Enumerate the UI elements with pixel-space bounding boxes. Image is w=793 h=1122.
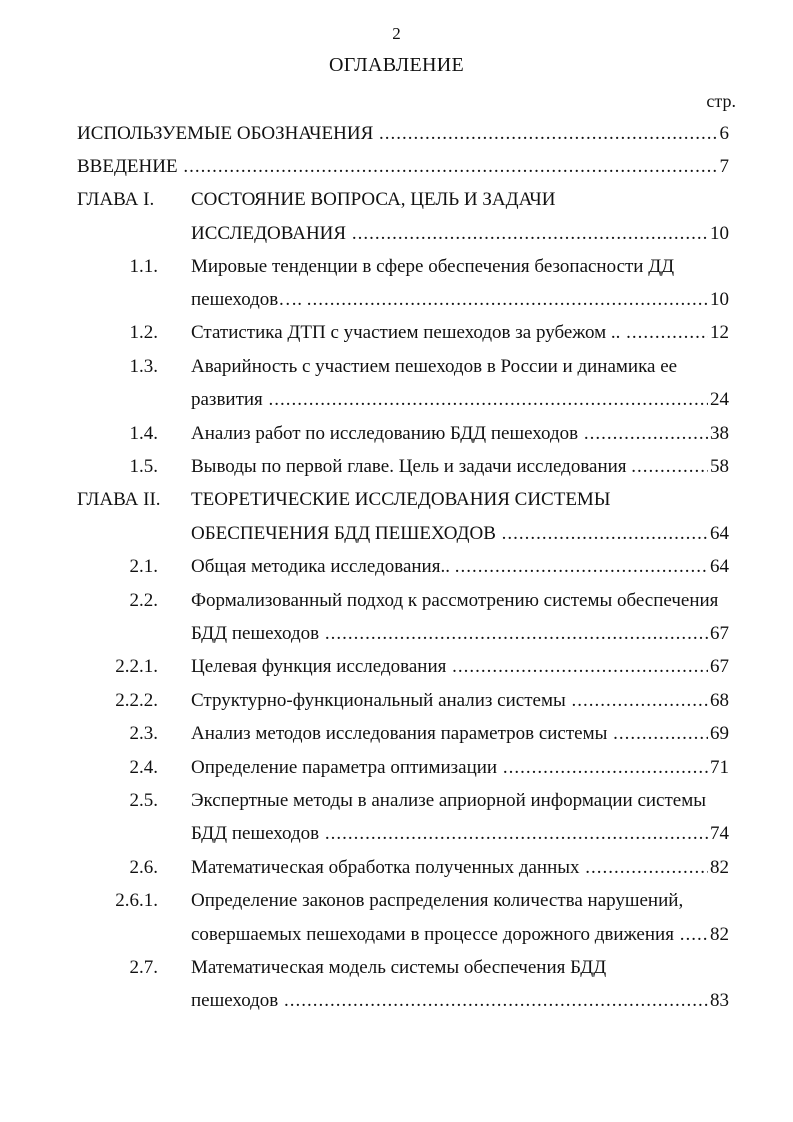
toc-entry-number: 2.7. — [129, 957, 158, 978]
toc-entry-number: ГЛАВА II. — [77, 489, 161, 510]
toc-entry-text: развития ..... — [191, 385, 729, 415]
toc-entry-number: 2.6. — [129, 857, 158, 878]
toc-line — [0, 385, 793, 415]
toc-entry-number: 2.6.1. — [115, 890, 158, 911]
toc-entry-page: 12 — [708, 318, 729, 348]
toc-line — [0, 485, 793, 515]
toc-line — [0, 552, 793, 582]
toc-entry-page: 58 — [708, 452, 729, 482]
toc-entry-number: 2.3. — [129, 723, 158, 744]
toc-entry-page: 7 — [718, 152, 730, 182]
toc-entry-text: Мировые тенденции в сфере обеспечения безопасности ДД — [191, 256, 675, 277]
toc-entry-text: Структурно-функциональный анализ системы ..... — [191, 686, 729, 716]
toc-entry-text: Анализ работ по исследованию БДД пешеходов ..... — [191, 419, 729, 449]
toc-entry-number: 1.3. — [129, 356, 158, 377]
toc-entry-number: 2.5. — [129, 790, 158, 811]
toc-entry-page: 83 — [708, 986, 729, 1016]
toc-entry-number: 1.4. — [129, 423, 158, 444]
toc-line — [0, 953, 793, 983]
toc-line — [0, 419, 793, 449]
toc-line — [0, 318, 793, 348]
toc-entry-text: Определение параметра оптимизации ..... — [191, 753, 729, 783]
toc-entry-page: 71 — [708, 753, 729, 783]
toc-entry-page: 64 — [708, 519, 729, 549]
toc-line — [0, 619, 793, 649]
toc-entry-number: 1.5. — [129, 456, 158, 477]
toc-entry-number: 1.1. — [129, 256, 158, 277]
toc-entry-page: 10 — [708, 219, 729, 249]
toc-entry-text: Анализ методов исследования параметров системы ..... — [191, 719, 729, 749]
toc-line — [0, 786, 793, 816]
toc-line — [0, 920, 793, 950]
toc-entry-page: 82 — [708, 920, 729, 950]
toc-line — [0, 185, 793, 215]
toc-line — [0, 285, 793, 315]
toc-entry-page: 67 — [708, 619, 729, 649]
toc-entry-number: ГЛАВА I. — [77, 189, 155, 210]
toc-line — [0, 452, 793, 482]
toc-entry-text: ТЕОРЕТИЧЕСКИЕ ИССЛЕДОВАНИЯ СИСТЕМЫ — [191, 489, 611, 510]
toc-line — [0, 519, 793, 549]
toc-line — [0, 586, 793, 616]
toc-entry-number: 1.2. — [129, 322, 158, 343]
page-column-label: стр. — [706, 91, 736, 111]
toc-entry-text: Аварийность с участием пешеходов в России и динамика ее — [191, 356, 678, 377]
toc-entry-text: ИСПОЛЬЗУЕМЫЕ ОБОЗНАЧЕНИЯ ..... — [77, 119, 729, 149]
toc-entry-page: 24 — [708, 385, 729, 415]
toc-line — [0, 219, 793, 249]
toc-entry-text: совершаемых пешеходами в процессе дорожного движения ..... — [191, 920, 729, 950]
toc-line — [0, 753, 793, 783]
toc-entry-text: СОСТОЯНИЕ ВОПРОСА, ЦЕЛЬ И ЗАДАЧИ — [191, 189, 556, 210]
toc-entry-number: 2.2.1. — [115, 656, 158, 677]
toc-entry-page: 82 — [708, 853, 729, 883]
toc-entry-text: пешеходов…. ..... — [191, 285, 729, 315]
toc-entry-text: Статистика ДТП с участием пешеходов за рубежом .. ..... — [191, 318, 729, 348]
toc-entry-text: БДД пешеходов ..... — [191, 819, 729, 849]
toc-entry-number: 2.4. — [129, 757, 158, 778]
toc-line — [0, 252, 793, 282]
toc-entry-text: Выводы по первой главе. Цель и задачи исследования ..... — [191, 452, 729, 482]
toc-entry-page: 74 — [708, 819, 729, 849]
toc-line — [0, 686, 793, 716]
toc-entry-text: БДД пешеходов ..... — [191, 619, 729, 649]
toc-entry-page: 67 — [708, 652, 729, 682]
page-title: ОГЛАВЛЕНИЕ — [329, 54, 464, 76]
toc-entry-text: Формализованный подход к рассмотрению системы обеспечения — [191, 590, 719, 611]
toc-entry-text: ОБЕСПЕЧЕНИЯ БДД ПЕШЕХОДОВ ..... — [191, 519, 729, 549]
toc-line — [0, 986, 793, 1016]
toc-entry-text: Определение законов распределения количества нарушений, — [191, 890, 684, 911]
toc-line — [0, 886, 793, 916]
toc-line — [0, 119, 793, 149]
toc-entry-text: Математическая обработка полученных данных ..... — [191, 853, 729, 883]
toc-line — [0, 853, 793, 883]
toc-entry-text: Экспертные методы в анализе априорной информации системы — [191, 790, 707, 811]
toc-entry-text: пешеходов ..... — [191, 986, 729, 1016]
toc-line — [0, 819, 793, 849]
toc-line — [0, 719, 793, 749]
toc-entry-page: 68 — [708, 686, 729, 716]
toc-entry-text: Математическая модель системы обеспечения БДД — [191, 957, 607, 978]
toc-entry-number: 2.2.2. — [115, 690, 158, 711]
toc-entry-text: Целевая функция исследования ..... — [191, 652, 729, 682]
toc-entry-number: 2.2. — [129, 590, 158, 611]
page-number: 2 — [392, 24, 401, 43]
toc-entry-page: 38 — [708, 419, 729, 449]
toc-line — [0, 652, 793, 682]
toc-entry-page: 10 — [708, 285, 729, 315]
toc-line — [0, 352, 793, 382]
toc-entry-text: ВВЕДЕНИЕ ..... — [77, 152, 729, 182]
toc-entry-text: ИССЛЕДОВАНИЯ ..... — [191, 219, 729, 249]
toc-entry-text: Общая методика исследования.. ..... — [191, 552, 729, 582]
toc-entry-page: 6 — [718, 119, 730, 149]
toc-entry-page: 69 — [708, 719, 729, 749]
toc-entry-page: 64 — [708, 552, 729, 582]
toc-line — [0, 152, 793, 182]
toc-entry-number: 2.1. — [129, 556, 158, 577]
